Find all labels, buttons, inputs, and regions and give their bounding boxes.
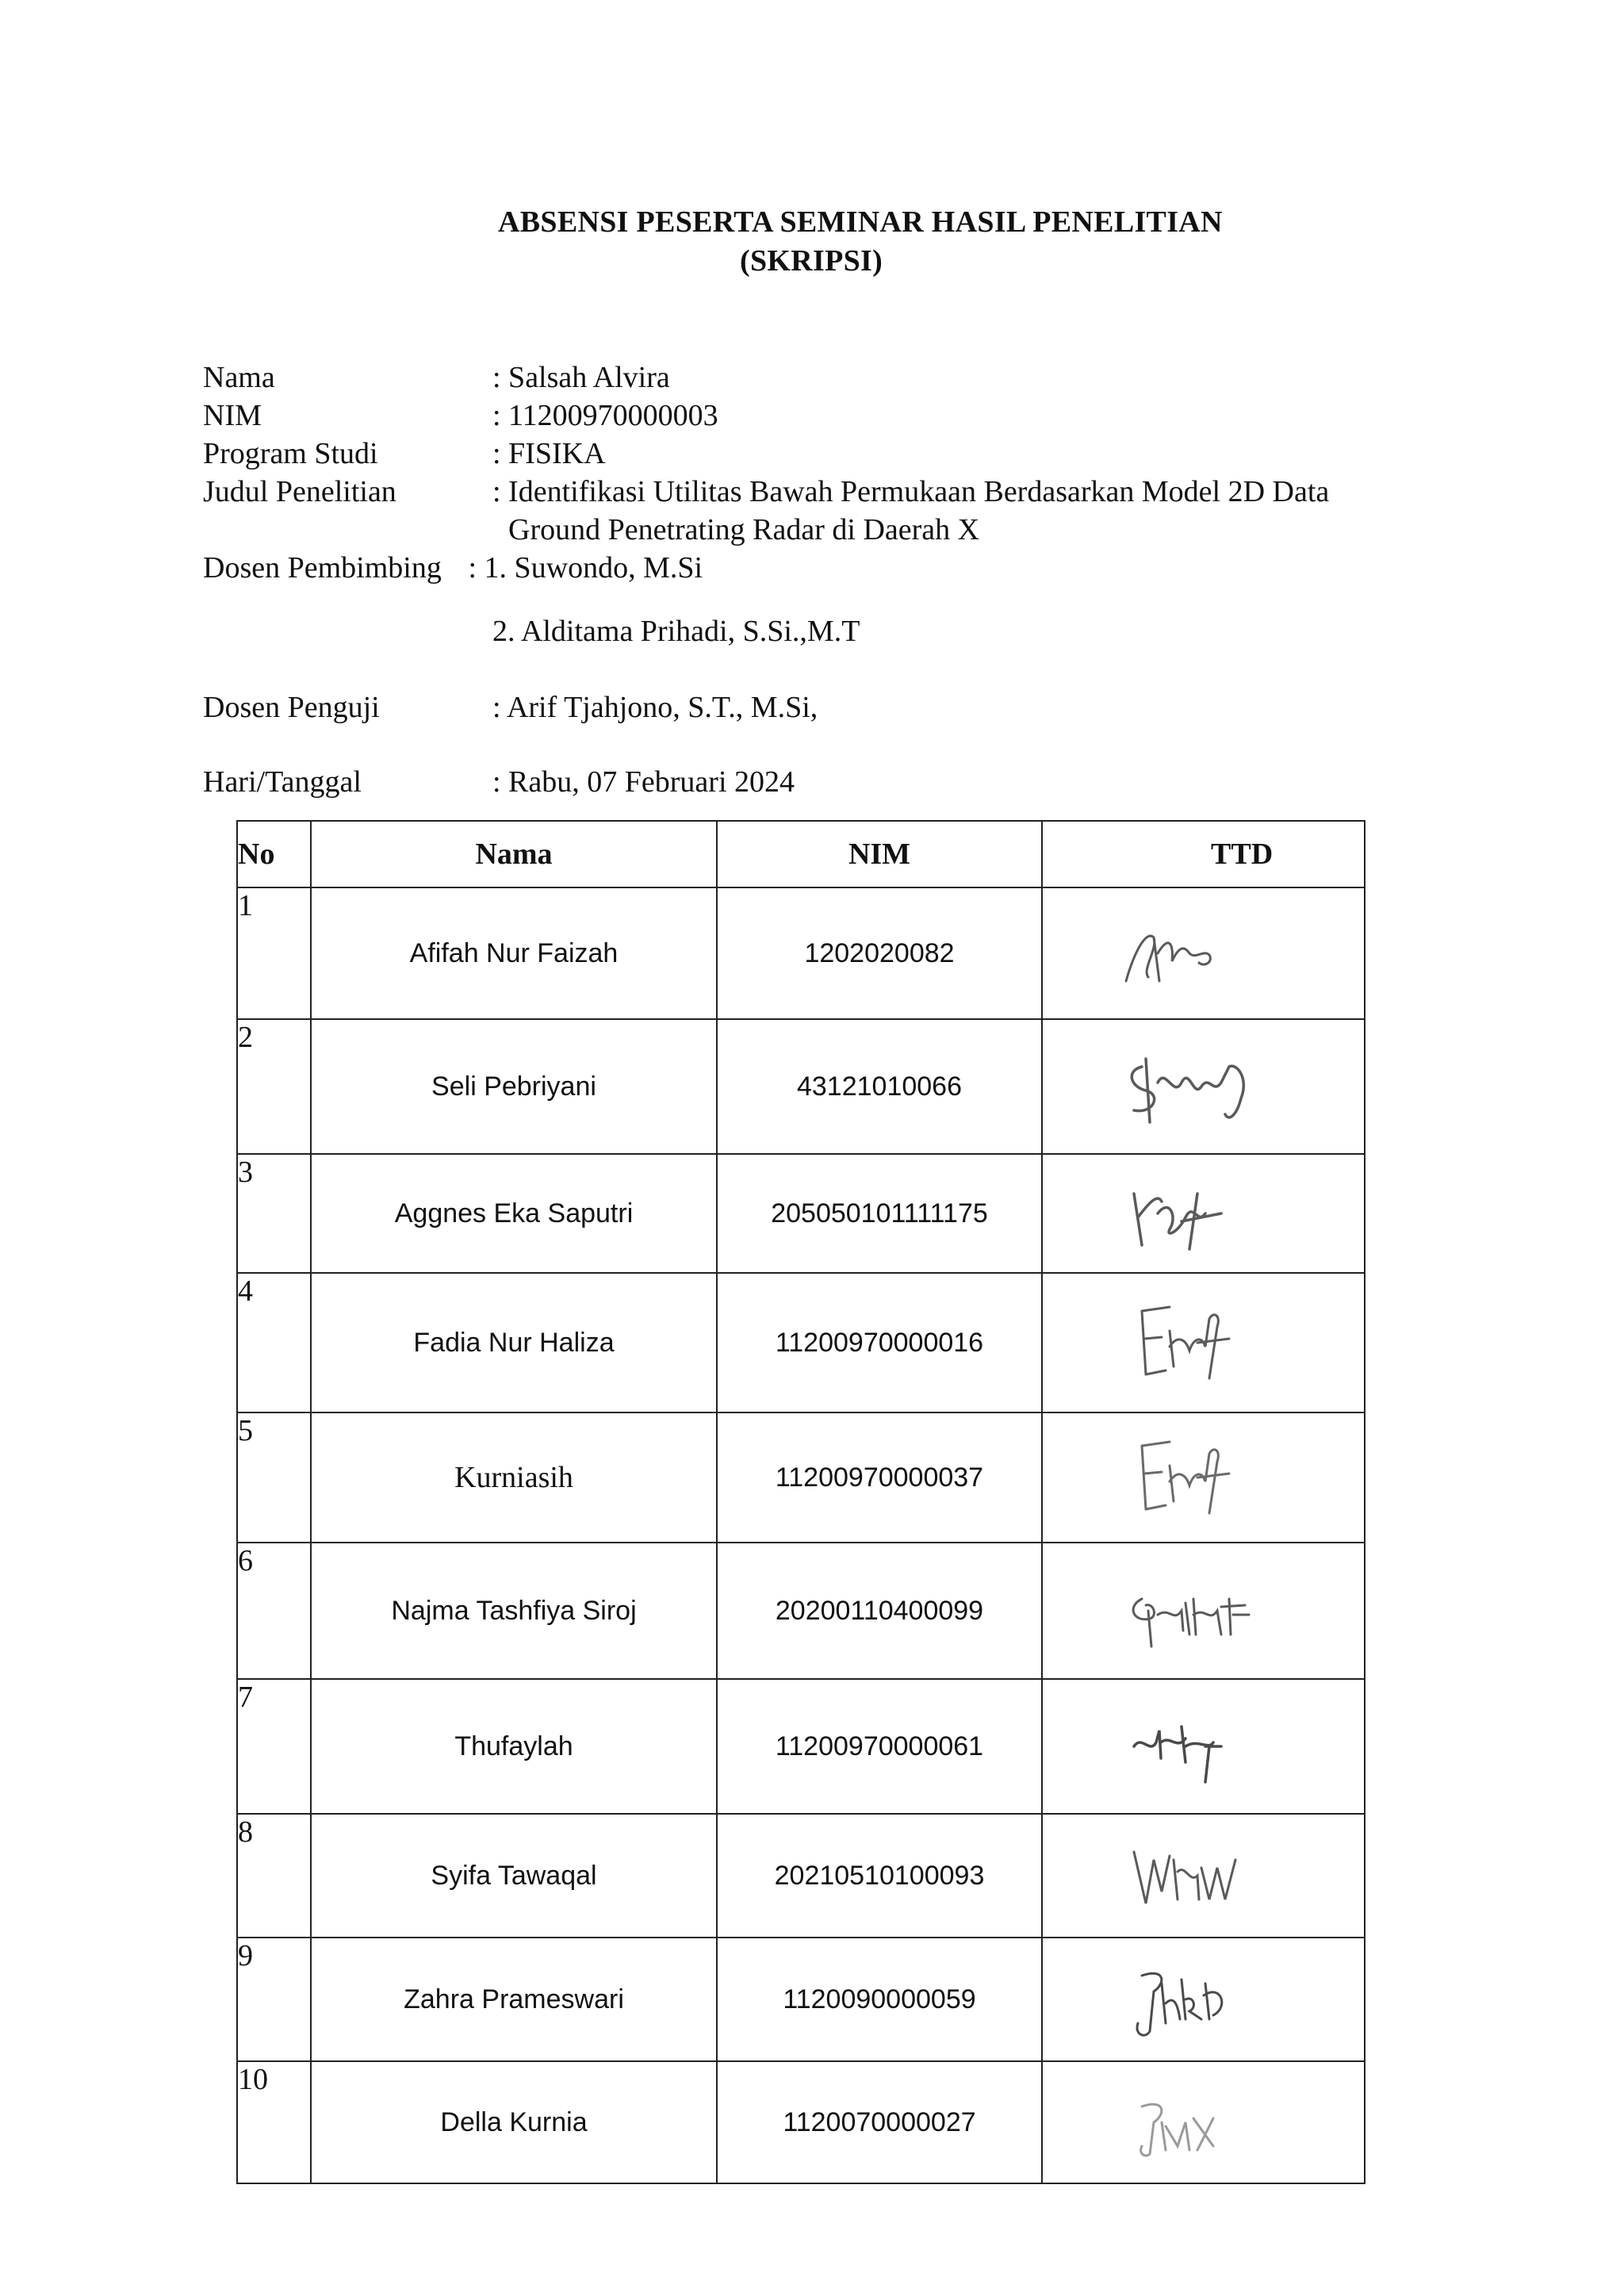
row-nim: 11200970000037 xyxy=(717,1412,1042,1543)
signature-image xyxy=(1110,906,1253,1001)
row-ttd xyxy=(1042,1679,1365,1814)
header-nama: Nama xyxy=(311,821,717,887)
judul-value-line2: Ground Penetrating Radar di Daerah X xyxy=(508,513,980,546)
table-row xyxy=(237,1679,1365,1814)
attendance-table xyxy=(236,820,1365,2184)
signature-image xyxy=(1110,1703,1269,1790)
row-nama: Zahra Prameswari xyxy=(311,1938,717,2061)
tanggal-value: : Rabu, 07 Februari 2024 xyxy=(492,765,795,799)
nama-label: Nama xyxy=(203,361,275,394)
row-nim: 1120070000027 xyxy=(717,2061,1042,2183)
row-nama: Seli Pebriyani xyxy=(311,1019,717,1154)
row-no: 2 xyxy=(237,1019,311,1154)
row-ttd xyxy=(1042,1543,1365,1679)
row-ttd xyxy=(1042,1938,1365,2061)
penguji-value: : Arif Tjahjono, S.T., M.Si, xyxy=(492,691,818,724)
table-row xyxy=(237,1412,1365,1543)
row-nim: 11200970000016 xyxy=(717,1273,1042,1412)
signature-image xyxy=(1110,1952,1269,2047)
table-row xyxy=(237,1938,1365,2061)
table-row xyxy=(237,1543,1365,1679)
document-title-line1: ABSENSI PESERTA SEMINAR HASIL PENELITIAN xyxy=(498,205,1223,239)
row-nim: 20200110400099 xyxy=(717,1543,1042,1679)
signature-image xyxy=(1110,2079,1253,2166)
row-no: 6 xyxy=(237,1543,311,1679)
row-ttd xyxy=(1042,1273,1365,1412)
row-nama: Fadia Nur Haliza xyxy=(311,1273,717,1412)
document-title-line2: (SKRIPSI) xyxy=(740,244,883,278)
table-row xyxy=(237,1273,1365,1412)
row-no: 1 xyxy=(237,887,311,1019)
row-nim: 11200970000061 xyxy=(717,1679,1042,1814)
judul-label: Judul Penelitian xyxy=(203,475,396,508)
header-nim: NIM xyxy=(717,821,1042,887)
header-ttd: TTD xyxy=(1042,821,1365,887)
table-row xyxy=(237,1019,1365,1154)
penguji-label: Dosen Penguji xyxy=(203,691,380,724)
prodi-label: Program Studi xyxy=(203,437,378,470)
row-ttd xyxy=(1042,1412,1365,1543)
signature-image xyxy=(1110,1035,1285,1138)
signature-image xyxy=(1110,1828,1269,1923)
row-ttd xyxy=(1042,2061,1365,2183)
row-ttd xyxy=(1042,1019,1365,1154)
table-row xyxy=(237,1814,1365,1938)
row-no: 8 xyxy=(237,1814,311,1938)
pembimbing-label: Dosen Pembimbing xyxy=(203,551,442,585)
pembimbing-value1 xyxy=(461,550,703,586)
row-nama: Kurniasih xyxy=(311,1412,717,1543)
row-nim: 1202020082 xyxy=(717,887,1042,1019)
row-nim: 1120090000059 xyxy=(717,1938,1042,2061)
nama-value: : Salsah Alvira xyxy=(492,361,670,394)
row-nama: Della Kurnia xyxy=(311,2061,717,2183)
row-no: 4 xyxy=(237,1273,311,1412)
row-ttd xyxy=(1042,1154,1365,1273)
nim-label: NIM xyxy=(203,399,262,432)
table-row xyxy=(237,2061,1365,2183)
row-nim: 20210510100093 xyxy=(717,1814,1042,1938)
row-nama: Syifa Tawaqal xyxy=(311,1814,717,1938)
row-nama: Aggnes Eka Saputri xyxy=(311,1154,717,1273)
nim-value: : 11200970000003 xyxy=(492,399,718,432)
signature-image xyxy=(1110,1426,1269,1529)
row-nim: 205050101111175 xyxy=(717,1154,1042,1273)
pembimbing-separator xyxy=(461,551,469,585)
row-no: 3 xyxy=(237,1154,311,1273)
row-no: 10 xyxy=(237,2061,311,2183)
row-ttd xyxy=(1042,1814,1365,1938)
header-no: No xyxy=(237,821,311,887)
row-no: 5 xyxy=(237,1412,311,1543)
row-nama: Afifah Nur Faizah xyxy=(311,887,717,1019)
prodi-value: : FISIKA xyxy=(492,437,606,470)
row-no: 9 xyxy=(237,1938,311,2061)
row-no: 7 xyxy=(237,1679,311,1814)
row-nama: Thufaylah xyxy=(311,1679,717,1814)
row-nim: 43121010066 xyxy=(717,1019,1042,1154)
signature-image xyxy=(1110,1170,1269,1257)
judul-value-line1: : Identifikasi Utilitas Bawah Permukaan Berdasarkan Model 2D Data xyxy=(492,475,1330,508)
pembimbing-name1: : 1. Suwondo, M.Si xyxy=(468,551,703,585)
table-row xyxy=(237,1154,1365,1273)
tanggal-label: Hari/Tanggal xyxy=(203,765,362,799)
signature-image xyxy=(1110,1567,1285,1654)
signature-image xyxy=(1110,1291,1269,1394)
pembimbing-value2: 2. Alditama Prihadi, S.Si.,M.T xyxy=(492,615,860,648)
row-ttd xyxy=(1042,887,1365,1019)
table-row xyxy=(237,887,1365,1019)
table-header-row xyxy=(237,821,1365,887)
row-nama: Najma Tashfiya Siroj xyxy=(311,1543,717,1679)
